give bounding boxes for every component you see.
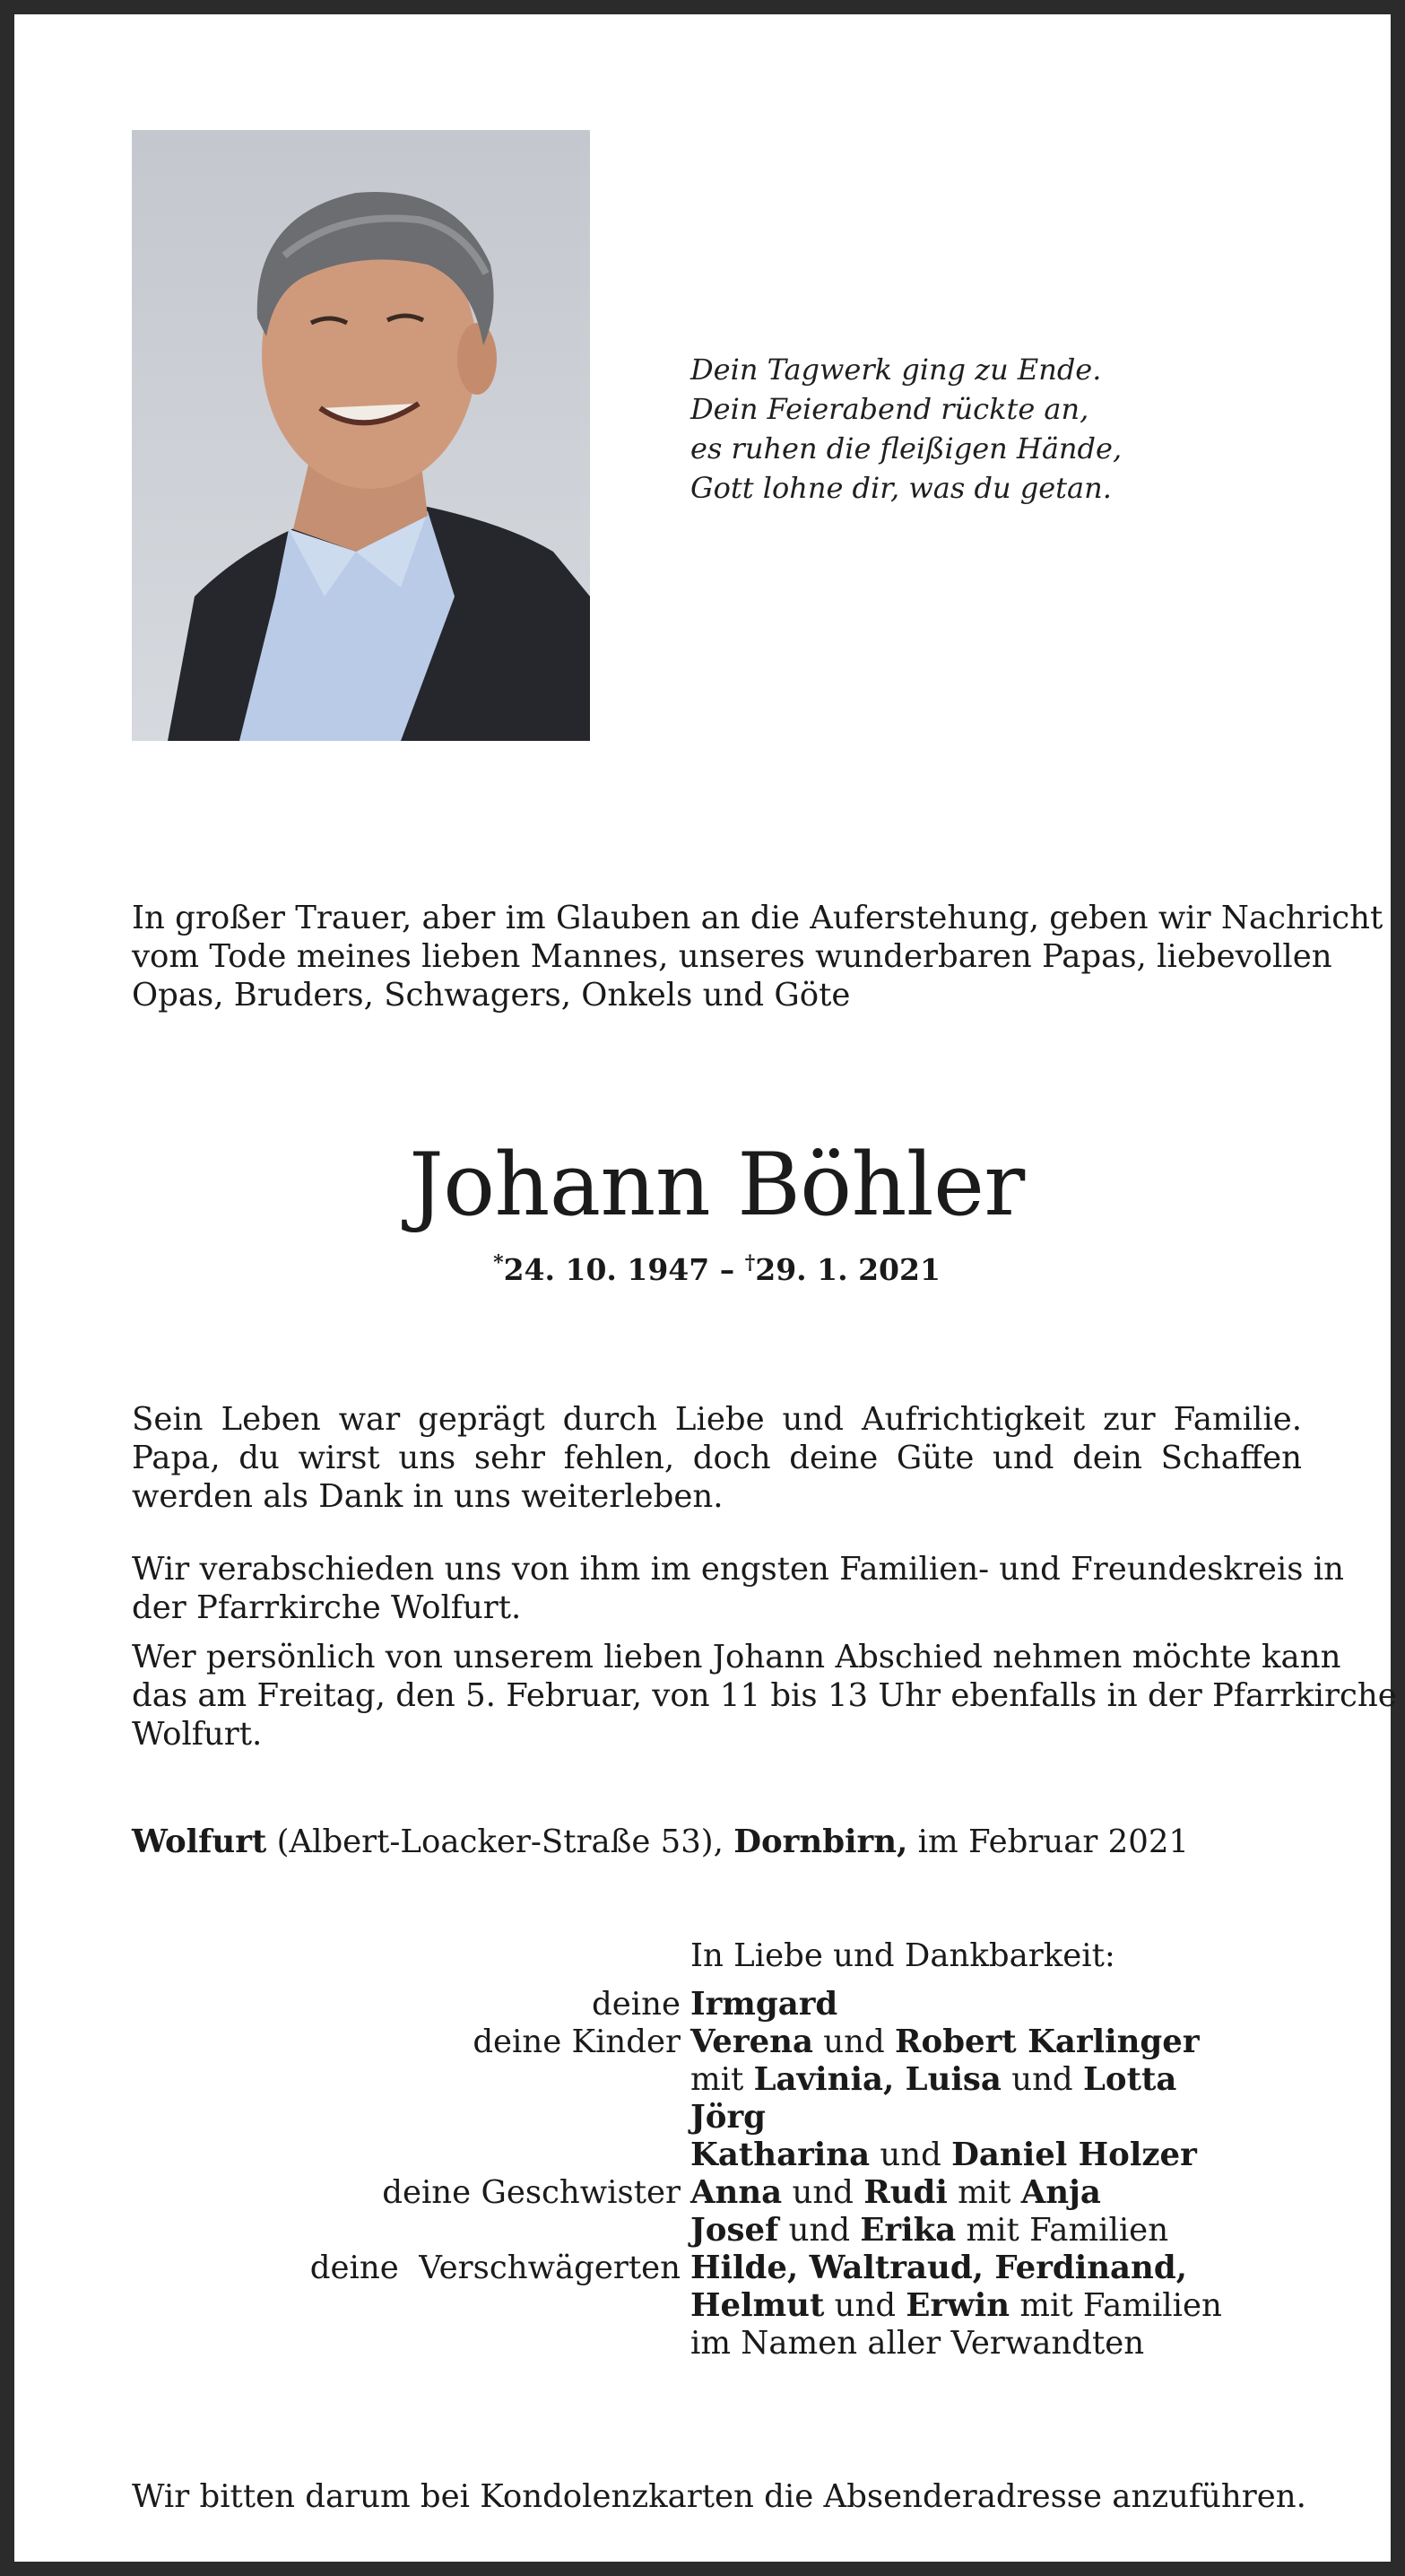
family-member: Rudi bbox=[863, 2174, 948, 2211]
intro-line: vom Tode meines lieben Mannes, unseres wunderbaren Papas, liebevollen bbox=[132, 938, 1332, 975]
family-member: Katharina bbox=[690, 2137, 871, 2173]
intro-line: In großer Trauer, aber im Glauben an die Auferstehung, geben wir Nachricht bbox=[132, 900, 1383, 936]
family-row bbox=[132, 2287, 1302, 2325]
portrait-illustration bbox=[132, 130, 590, 741]
place-town1: Wolfurt bbox=[132, 1823, 267, 1860]
family-row bbox=[132, 1986, 1302, 2023]
family-member: Anna bbox=[690, 2174, 783, 2211]
family-label: deine Kinder bbox=[473, 2023, 681, 2060]
place-and-date bbox=[132, 1823, 1302, 1861]
family-row bbox=[132, 2250, 1302, 2287]
family-label: deine bbox=[592, 1986, 681, 2023]
date-separator: – bbox=[709, 1252, 745, 1287]
family-member: Robert Karlinger bbox=[895, 2023, 1200, 2060]
family-row bbox=[132, 2061, 1302, 2099]
connector-text: und bbox=[870, 2137, 952, 2173]
family-member: Erika bbox=[860, 2212, 957, 2249]
death-date: 29. 1. 2021 bbox=[755, 1252, 941, 1287]
portrait-photo bbox=[132, 130, 590, 741]
family-row bbox=[132, 2212, 1302, 2250]
place-town2: Dornbirn, bbox=[733, 1823, 908, 1860]
death-symbol: † bbox=[744, 1251, 756, 1275]
memorial-poem bbox=[690, 350, 1246, 508]
paragraph-line: Sein Leben war geprägt durch Liebe und Aufrichtigkeit zur Familie. bbox=[132, 1401, 1302, 1438]
paragraph-line: Wolfurt. bbox=[132, 1716, 263, 1753]
poem-line: Gott lohne dir, was du getan. bbox=[690, 471, 1112, 505]
family-row bbox=[132, 2137, 1302, 2174]
place-date: im Februar 2021 bbox=[907, 1823, 1189, 1860]
paragraph-line: werden als Dank in uns weiterleben. bbox=[132, 1478, 724, 1515]
family-member: Anja bbox=[1020, 2174, 1101, 2211]
paragraph-line: Papa, du wirst uns sehr fehlen, doch deine Güte und dein Schaffen bbox=[132, 1440, 1302, 1476]
paragraph-line: Wer persönlich von unserem lieben Johann Abschied nehmen möchte kann bbox=[132, 1639, 1341, 1675]
family-label: deine Verschwägerten bbox=[309, 2250, 681, 2286]
family-row bbox=[132, 2325, 1302, 2363]
connector-text: und bbox=[824, 2287, 906, 2324]
family-row bbox=[132, 2023, 1302, 2061]
signoff: In Liebe und Dankbarkeit: bbox=[690, 1937, 1115, 1974]
family-member: Helmut bbox=[690, 2287, 825, 2324]
family-member: Josef bbox=[690, 2212, 779, 2249]
connector-text: mit bbox=[690, 2061, 754, 2098]
family-list bbox=[132, 1986, 1302, 2363]
birth-symbol: * bbox=[493, 1251, 504, 1275]
poem-line: es ruhen die fleißigen Hände, bbox=[690, 431, 1123, 466]
family-member: Verena bbox=[690, 2023, 813, 2060]
paragraph-line: das am Freitag, den 5. Februar, von 11 bis 13 Uhr ebenfalls in der Pfarrkirche bbox=[132, 1677, 1397, 1714]
condolence-note: Wir bitten darum bei Kondolenzkarten die Absenderadresse anzuführen. bbox=[132, 2478, 1306, 2515]
connector-text: und bbox=[812, 2023, 896, 2060]
connector-text: mit Familien bbox=[1010, 2287, 1222, 2324]
intro-paragraph bbox=[132, 899, 1383, 1014]
family-member: Hilde, Waltraud, Ferdinand, bbox=[690, 2250, 1188, 2286]
family-label: deine Geschwister bbox=[382, 2174, 681, 2211]
intro-line: Opas, Bruders, Schwagers, Onkels und Göte bbox=[132, 977, 851, 1014]
paragraph-line: Wir verabschieden uns von ihm im engsten Familien- und Freundeskreis in bbox=[132, 1551, 1344, 1588]
connector-text: und bbox=[1001, 2061, 1083, 2098]
poem-line: Dein Tagwerk ging zu Ende. bbox=[690, 352, 1102, 387]
connector-text: mit bbox=[947, 2174, 1021, 2211]
family-member: Daniel Holzer bbox=[951, 2137, 1197, 2173]
place-address: (Albert-Loacker-Straße 53), bbox=[266, 1823, 734, 1860]
poem-line: Dein Feierabend rückte an, bbox=[690, 392, 1089, 426]
birth-date: 24. 10. 1947 bbox=[503, 1252, 710, 1287]
paragraph-line: der Pfarrkirche Wolfurt. bbox=[132, 1589, 522, 1626]
connector-text: und bbox=[782, 2174, 864, 2211]
farewell-paragraph bbox=[132, 1550, 1344, 1627]
family-member: Irmgard bbox=[690, 1986, 838, 2023]
family-row bbox=[132, 2099, 1302, 2137]
family-row bbox=[132, 2174, 1302, 2212]
visitation-paragraph bbox=[132, 1638, 1397, 1754]
family-member: Erwin bbox=[906, 2287, 1010, 2324]
connector-text: und bbox=[778, 2212, 861, 2249]
family-member: Jörg bbox=[690, 2099, 767, 2136]
relatives-note: im Namen aller Verwandten bbox=[690, 2325, 1145, 2362]
life-dates bbox=[14, 1245, 1405, 1288]
family-member: Lavinia, Luisa bbox=[753, 2061, 1002, 2098]
deceased-name: Johann Böhler bbox=[409, 1135, 1025, 1235]
life-paragraph bbox=[132, 1400, 1302, 1516]
family-member: Lotta bbox=[1082, 2061, 1177, 2098]
connector-text: mit Familien bbox=[956, 2212, 1169, 2249]
